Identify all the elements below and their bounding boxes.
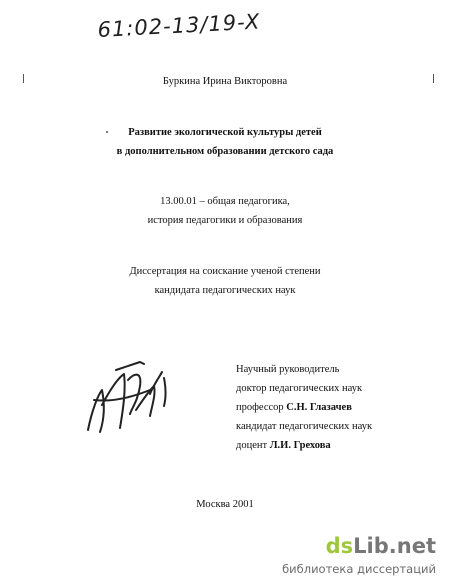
watermark-subtitle: библиотека диссертаций bbox=[282, 562, 436, 576]
specialty-line-2: история педагогики и образования bbox=[147, 215, 303, 226]
co-advisor-degree: кандидат педагогических наук bbox=[236, 421, 373, 432]
advisor-title-line bbox=[236, 399, 352, 417]
author-name: Буркина Ирина Викторовна bbox=[162, 76, 288, 87]
advisor-degree: доктор педагогических наук bbox=[236, 383, 363, 394]
dissertation-title-line-2: в дополнительном образовании детского сада bbox=[116, 146, 334, 157]
degree-line-2: кандидата педагогических наук bbox=[154, 285, 296, 296]
degree-line-1: Диссертация на соискание ученой степени bbox=[129, 266, 321, 277]
advisor-role: Научный руководитель bbox=[236, 364, 340, 375]
signature bbox=[80, 350, 190, 445]
advisor-rank: профессор bbox=[236, 402, 284, 413]
archive-code: 61:02-13/19-X bbox=[97, 9, 261, 42]
watermark-logo: dsLib.net bbox=[325, 534, 436, 558]
specialty-line-1: 13.00.01 – общая педагогика, bbox=[160, 196, 290, 207]
dissertation-title-line-1: Развитие экологической культуры детей bbox=[128, 127, 322, 138]
city-year: Москва 2001 bbox=[196, 499, 254, 510]
advisor-name: С.Н. Глазачев bbox=[286, 402, 352, 413]
co-advisor-name: Л.И. Грехова bbox=[269, 440, 331, 451]
co-advisor-line bbox=[236, 437, 331, 455]
co-advisor-rank: доцент bbox=[236, 440, 268, 451]
